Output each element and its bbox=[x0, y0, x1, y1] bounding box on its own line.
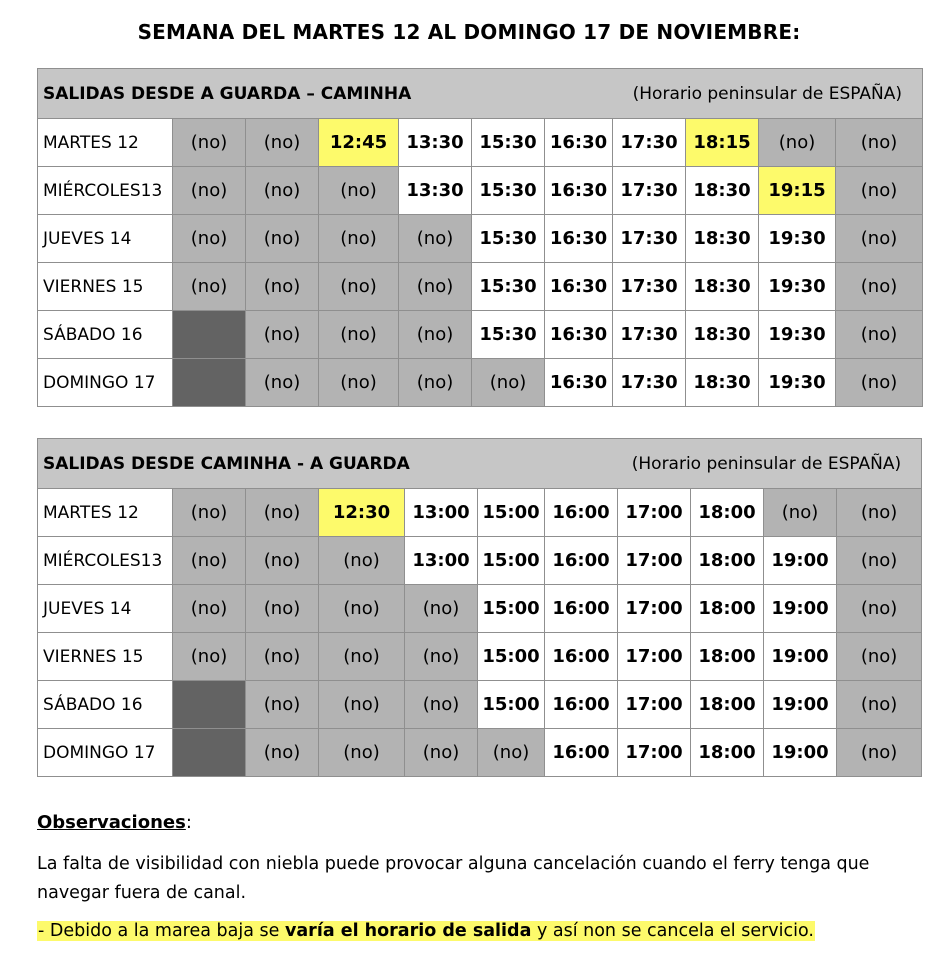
table-heading: SALIDAS DESDE A GUARDA – CAMINHA bbox=[43, 83, 412, 104]
departure-time-cell: 17:00 bbox=[618, 729, 691, 777]
schedule-table-caminha-guarda bbox=[37, 438, 922, 777]
cancelled-departure-cell: (no) bbox=[836, 119, 923, 167]
cancelled-departure-cell: (no) bbox=[478, 729, 545, 777]
table-row bbox=[38, 119, 923, 167]
cancelled-departure-cell: (no) bbox=[173, 537, 246, 585]
cancelled-departure-cell: (no) bbox=[405, 633, 478, 681]
cancelled-departure-cell: (no) bbox=[319, 537, 405, 585]
cancelled-departure-cell: (no) bbox=[837, 585, 922, 633]
day-label: MIÉRCOLES13 bbox=[38, 537, 173, 585]
departure-time-cell: 15:30 bbox=[472, 167, 545, 215]
table-row bbox=[38, 167, 923, 215]
changed-departure-cell: 12:30 bbox=[319, 489, 405, 537]
departure-time-cell: 16:00 bbox=[545, 729, 618, 777]
cancelled-departure-cell: (no) bbox=[246, 119, 319, 167]
departure-time-cell: 18:00 bbox=[691, 489, 764, 537]
departure-time-cell: 17:30 bbox=[613, 263, 686, 311]
cancelled-departure-cell: (no) bbox=[399, 359, 472, 407]
table-row bbox=[38, 263, 923, 311]
departure-time-cell: 16:00 bbox=[545, 681, 618, 729]
cancelled-departure-cell: (no) bbox=[837, 489, 922, 537]
cancelled-departure-cell: (no) bbox=[319, 359, 399, 407]
cancelled-departure-cell: (no) bbox=[246, 585, 319, 633]
departure-time-cell: 17:30 bbox=[613, 359, 686, 407]
departure-time-cell: 18:30 bbox=[686, 359, 759, 407]
cancelled-departure-cell: (no) bbox=[759, 119, 836, 167]
cancelled-departure-cell: (no) bbox=[246, 263, 319, 311]
table-row bbox=[38, 681, 922, 729]
departure-time-cell: 19:00 bbox=[764, 537, 837, 585]
departure-time-cell: 17:00 bbox=[618, 633, 691, 681]
cancelled-departure-cell: (no) bbox=[246, 729, 319, 777]
timezone-note: (Horario peninsular de ESPAÑA) bbox=[631, 453, 902, 474]
no-service-cell bbox=[173, 311, 246, 359]
day-label: VIERNES 15 bbox=[38, 263, 173, 311]
cancelled-departure-cell: (no) bbox=[405, 585, 478, 633]
note-suffix: y así non se cancela el servicio. bbox=[531, 921, 814, 941]
departure-time-cell: 15:30 bbox=[472, 311, 545, 359]
departure-time-cell: 19:30 bbox=[759, 215, 836, 263]
cancelled-departure-cell: (no) bbox=[319, 311, 399, 359]
no-service-cell bbox=[173, 729, 246, 777]
cancelled-departure-cell: (no) bbox=[246, 215, 319, 263]
table-row bbox=[38, 215, 923, 263]
departure-time-cell: 17:30 bbox=[613, 119, 686, 167]
cancelled-departure-cell: (no) bbox=[173, 633, 246, 681]
cancelled-departure-cell: (no) bbox=[399, 311, 472, 359]
observations-title bbox=[37, 812, 192, 833]
departure-time-cell: 18:00 bbox=[691, 585, 764, 633]
cancelled-departure-cell: (no) bbox=[319, 167, 399, 215]
departure-time-cell: 16:30 bbox=[545, 359, 613, 407]
day-label: MARTES 12 bbox=[38, 489, 173, 537]
observations-highlight-note bbox=[37, 921, 815, 941]
changed-departure-cell: 18:15 bbox=[686, 119, 759, 167]
cancelled-departure-cell: (no) bbox=[836, 359, 923, 407]
table-row bbox=[38, 633, 922, 681]
table-row bbox=[38, 537, 922, 585]
departure-time-cell: 18:30 bbox=[686, 263, 759, 311]
cancelled-departure-cell: (no) bbox=[173, 263, 246, 311]
departure-time-cell: 16:30 bbox=[545, 167, 613, 215]
cancelled-departure-cell: (no) bbox=[319, 263, 399, 311]
day-label: SÁBADO 16 bbox=[38, 681, 173, 729]
departure-time-cell: 13:00 bbox=[405, 489, 478, 537]
table-row bbox=[38, 585, 922, 633]
cancelled-departure-cell: (no) bbox=[836, 167, 923, 215]
departure-time-cell: 19:00 bbox=[764, 729, 837, 777]
cancelled-departure-cell: (no) bbox=[173, 489, 246, 537]
departure-time-cell: 18:30 bbox=[686, 311, 759, 359]
cancelled-departure-cell: (no) bbox=[319, 215, 399, 263]
day-label: JUEVES 14 bbox=[38, 215, 173, 263]
cancelled-departure-cell: (no) bbox=[246, 537, 319, 585]
no-service-cell bbox=[173, 359, 246, 407]
cancelled-departure-cell: (no) bbox=[399, 263, 472, 311]
departure-time-cell: 17:30 bbox=[613, 311, 686, 359]
table-header-row bbox=[38, 69, 923, 119]
table-row bbox=[38, 359, 923, 407]
table-header-cell bbox=[38, 439, 922, 489]
departure-time-cell: 18:00 bbox=[691, 729, 764, 777]
cancelled-departure-cell: (no) bbox=[399, 215, 472, 263]
cancelled-departure-cell: (no) bbox=[837, 729, 922, 777]
cancelled-departure-cell: (no) bbox=[246, 167, 319, 215]
table-row bbox=[38, 311, 923, 359]
departure-time-cell: 19:00 bbox=[764, 681, 837, 729]
departure-time-cell: 19:00 bbox=[764, 633, 837, 681]
observations-heading: Observaciones bbox=[37, 812, 186, 833]
departure-time-cell: 13:00 bbox=[405, 537, 478, 585]
observations-colon: : bbox=[185, 812, 192, 833]
cancelled-departure-cell: (no) bbox=[837, 537, 922, 585]
observations-text: La falta de visibilidad con niebla puede provocar alguna cancelación cuando el ferry tenga que navegar fuera de canal. bbox=[37, 854, 870, 903]
departure-time-cell: 16:00 bbox=[545, 489, 618, 537]
departure-time-cell: 16:00 bbox=[545, 633, 618, 681]
schedule-table-guarda-caminha bbox=[37, 68, 923, 407]
departure-time-cell: 16:30 bbox=[545, 311, 613, 359]
departure-time-cell: 16:30 bbox=[545, 263, 613, 311]
cancelled-departure-cell: (no) bbox=[319, 633, 405, 681]
departure-time-cell: 17:00 bbox=[618, 489, 691, 537]
cancelled-departure-cell: (no) bbox=[173, 119, 246, 167]
table-row bbox=[38, 729, 922, 777]
cancelled-departure-cell: (no) bbox=[472, 359, 545, 407]
departure-time-cell: 17:00 bbox=[618, 681, 691, 729]
day-label: MARTES 12 bbox=[38, 119, 173, 167]
cancelled-departure-cell: (no) bbox=[836, 311, 923, 359]
cancelled-departure-cell: (no) bbox=[173, 167, 246, 215]
day-label: VIERNES 15 bbox=[38, 633, 173, 681]
cancelled-departure-cell: (no) bbox=[173, 585, 246, 633]
cancelled-departure-cell: (no) bbox=[173, 215, 246, 263]
departure-time-cell: 15:00 bbox=[478, 633, 545, 681]
no-service-cell bbox=[173, 681, 246, 729]
departure-time-cell: 19:30 bbox=[759, 311, 836, 359]
departure-time-cell: 15:00 bbox=[478, 537, 545, 585]
changed-departure-cell: 19:15 bbox=[759, 167, 836, 215]
departure-time-cell: 16:00 bbox=[545, 537, 618, 585]
day-label: JUEVES 14 bbox=[38, 585, 173, 633]
table-heading: SALIDAS DESDE CAMINHA - A GUARDA bbox=[43, 453, 410, 474]
cancelled-departure-cell: (no) bbox=[405, 729, 478, 777]
cancelled-departure-cell: (no) bbox=[319, 585, 405, 633]
day-label: DOMINGO 17 bbox=[38, 729, 173, 777]
departure-time-cell: 18:30 bbox=[686, 215, 759, 263]
departure-time-cell: 16:00 bbox=[545, 585, 618, 633]
cancelled-departure-cell: (no) bbox=[836, 215, 923, 263]
departure-time-cell: 15:00 bbox=[478, 681, 545, 729]
cancelled-departure-cell: (no) bbox=[319, 729, 405, 777]
departure-time-cell: 19:30 bbox=[759, 263, 836, 311]
departure-time-cell: 17:30 bbox=[613, 215, 686, 263]
table-row bbox=[38, 489, 922, 537]
departure-time-cell: 15:00 bbox=[478, 585, 545, 633]
cancelled-departure-cell: (no) bbox=[319, 681, 405, 729]
departure-time-cell: 18:00 bbox=[691, 633, 764, 681]
departure-time-cell: 18:00 bbox=[691, 681, 764, 729]
cancelled-departure-cell: (no) bbox=[836, 263, 923, 311]
cancelled-departure-cell: (no) bbox=[837, 633, 922, 681]
departure-time-cell: 15:30 bbox=[472, 119, 545, 167]
changed-departure-cell: 12:45 bbox=[319, 119, 399, 167]
departure-time-cell: 17:30 bbox=[613, 167, 686, 215]
cancelled-departure-cell: (no) bbox=[837, 681, 922, 729]
departure-time-cell: 13:30 bbox=[399, 119, 472, 167]
day-label: DOMINGO 17 bbox=[38, 359, 173, 407]
departure-time-cell: 18:30 bbox=[686, 167, 759, 215]
cancelled-departure-cell: (no) bbox=[246, 359, 319, 407]
day-label: SÁBADO 16 bbox=[38, 311, 173, 359]
cancelled-departure-cell: (no) bbox=[246, 681, 319, 729]
departure-time-cell: 18:00 bbox=[691, 537, 764, 585]
departure-time-cell: 19:00 bbox=[764, 585, 837, 633]
table-header-cell bbox=[38, 69, 923, 119]
departure-time-cell: 15:30 bbox=[472, 215, 545, 263]
cancelled-departure-cell: (no) bbox=[246, 633, 319, 681]
cancelled-departure-cell: (no) bbox=[246, 489, 319, 537]
table-header-row bbox=[38, 439, 922, 489]
departure-time-cell: 15:00 bbox=[478, 489, 545, 537]
departure-time-cell: 15:30 bbox=[472, 263, 545, 311]
timezone-note: (Horario peninsular de ESPAÑA) bbox=[632, 83, 903, 104]
departure-time-cell: 16:30 bbox=[545, 215, 613, 263]
departure-time-cell: 19:30 bbox=[759, 359, 836, 407]
departure-time-cell: 16:30 bbox=[545, 119, 613, 167]
cancelled-departure-cell: (no) bbox=[764, 489, 837, 537]
day-label: MIÉRCOLES13 bbox=[38, 167, 173, 215]
cancelled-departure-cell: (no) bbox=[405, 681, 478, 729]
note-bold: varía el horario de salida bbox=[284, 921, 532, 941]
cancelled-departure-cell: (no) bbox=[246, 311, 319, 359]
departure-time-cell: 17:00 bbox=[618, 537, 691, 585]
note-prefix: - Debido a la marea baja se bbox=[38, 921, 285, 941]
departure-time-cell: 13:30 bbox=[399, 167, 472, 215]
page-title: SEMANA DEL MARTES 12 AL DOMINGO 17 DE NOVIEMBRE: bbox=[137, 20, 801, 44]
departure-time-cell: 17:00 bbox=[618, 585, 691, 633]
